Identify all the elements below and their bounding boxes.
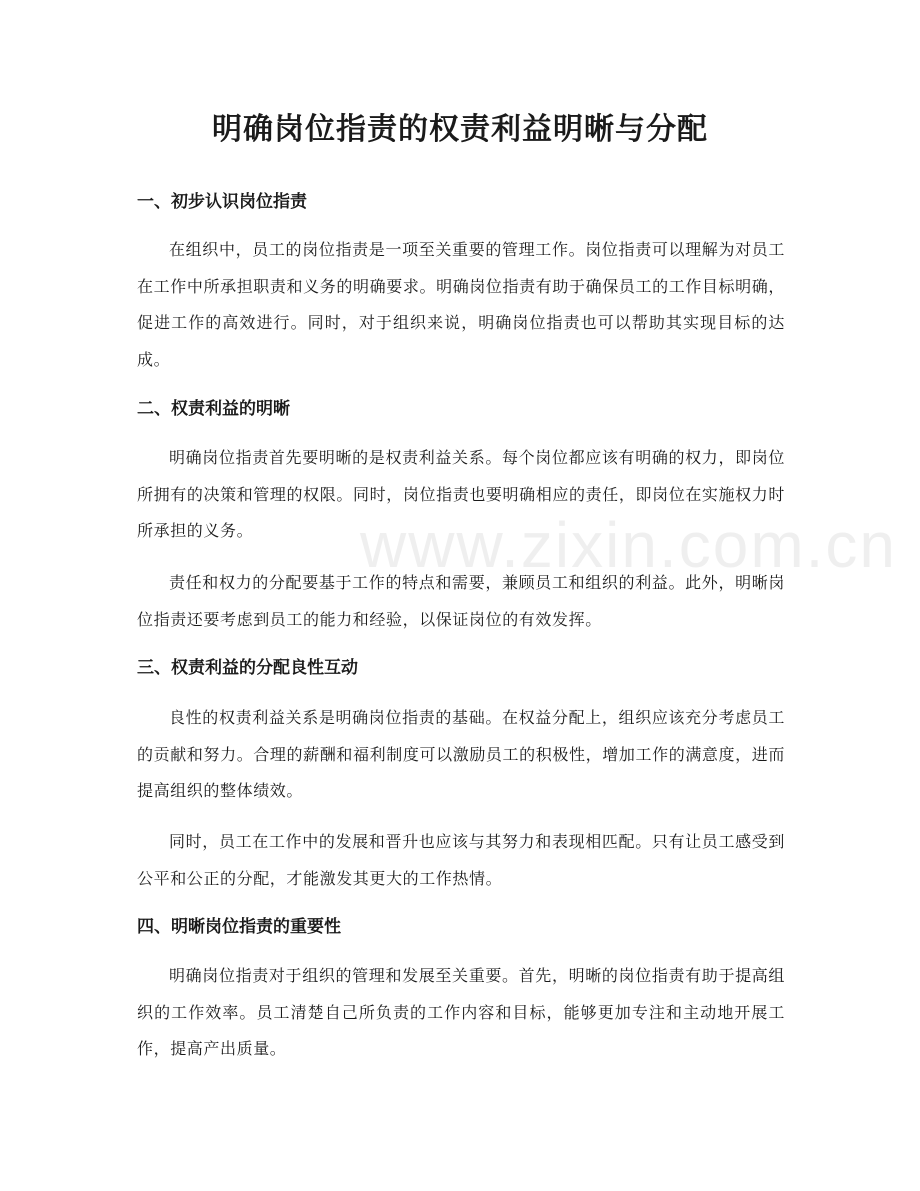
section-1-heading: 一、初步认识岗位指责 xyxy=(137,192,307,212)
section-2-paragraph-2: 责任和权力的分配要基于工作的特点和需要，兼顾员工和组织的利益。此外，明晰岗位指责还要考虑到员工的能力和经验，以保证岗位的有效发挥。 xyxy=(137,573,785,629)
section-3-paragraph-1: 良性的权责利益关系是明确岗位指责的基础。在权益分配上，组织应该充分考虑员工的贡献和努力。合理的薪酬和福利制度可以激励员工的积极性，增加工作的满意度，进而提高组织的整体绩效。 xyxy=(137,708,785,800)
section-3-paragraph-2: 同时，员工在工作中的发展和晋升也应该与其努力和表现相匹配。只有让员工感受到公平和公正的分配，才能激发其更大的工作热情。 xyxy=(137,832,785,888)
section-4-paragraph-1: 明确岗位指责对于组织的管理和发展至关重要。首先，明晰的岗位指责有助于提高组织的工作效率。员工清楚自己所负责的工作内容和目标，能够更加专注和主动地开展工作，提高产出质量。 xyxy=(137,966,785,1058)
section-4-heading: 四、明晰岗位指责的重要性 xyxy=(137,917,341,937)
section-1-paragraph-1: 在组织中，员工的岗位指责是一项至关重要的管理工作。岗位指责可以理解为对员工在工作中所承担职责和义务的明确要求。明确岗位指责有助于确保员工的工作目标明确，促进工作的高效进行。同时，对于组织来说，明确岗位指责也可以帮助其实现目标的达成。 xyxy=(137,240,785,369)
section-2-heading: 二、权责利益的明晰 xyxy=(137,399,290,419)
watermark-text: www.zixin.com.cn xyxy=(360,509,897,581)
section-2-paragraph-1: 明确岗位指责首先要明晰的是权责利益关系。每个岗位都应该有明确的权力，即岗位所拥有的决策和管理的权限。同时，岗位指责也要明确相应的责任，即岗位在实施权力时所承担的义务。 xyxy=(137,448,785,540)
section-3-heading: 三、权责利益的分配良性互动 xyxy=(137,658,358,678)
document-title: 明确岗位指责的权责利益明晰与分配 xyxy=(212,112,708,147)
